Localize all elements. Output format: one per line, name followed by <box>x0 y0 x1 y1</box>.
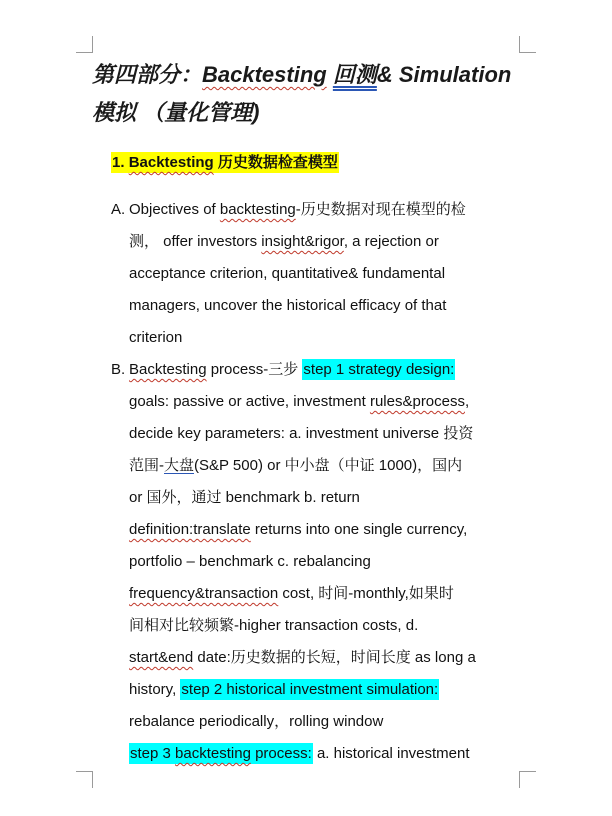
item-b-line-9: 间相对比较频繁-higher transaction costs, d. <box>129 617 419 634</box>
page-corner-bottom-right <box>519 771 536 788</box>
text-run: , a rejection or <box>343 233 439 250</box>
item-b-line-5: or 国外，通过 benchmark b. return <box>129 489 360 506</box>
page-corner-bottom-left <box>76 771 93 788</box>
item-b-line-6 <box>111 514 531 546</box>
text-run: step 3 <box>130 745 176 762</box>
section-number: 1. <box>112 154 125 171</box>
spell-flagged-word: insight&rigor <box>261 233 344 250</box>
spell-flagged-word: Backtesting <box>129 361 207 378</box>
text-run: (S&P 500) or 中小盘（中证 1000)，国内 <box>194 457 463 474</box>
item-a-line-4: managers, uncover the historical efficacy of that <box>129 297 447 314</box>
title-line-2: 模拟 （量化管理) <box>92 100 260 125</box>
text-run: cost, 时间-monthly,如果时 <box>278 585 454 602</box>
list-marker-b: B. <box>111 361 126 378</box>
title-suffix: & Simulation <box>376 62 512 87</box>
item-b-line-3: decide key parameters: a. investment universe 投资 <box>129 425 474 442</box>
page-corner-top-right <box>519 36 536 53</box>
item-b-line-12: rebalance periodically，rolling window <box>129 713 384 730</box>
section-label-cn: 历史数据检查模型 <box>217 154 338 171</box>
item-a-line-3: acceptance criterion, quantitative& fundamental <box>129 265 446 282</box>
document-title <box>92 56 532 132</box>
spell-flagged-word: backtesting <box>175 745 251 762</box>
text-run: date:历史数据的长短，时间长度 as long a <box>193 649 476 666</box>
list-marker-a: A. <box>111 201 126 218</box>
spell-flagged-word: frequency&transaction <box>129 585 279 602</box>
text-run: returns into one single currency, <box>250 521 468 538</box>
item-b-line-10 <box>111 642 531 674</box>
spell-flagged-word: definition:translate <box>129 521 251 538</box>
section-label: Backtesting <box>128 154 214 171</box>
spell-flagged-word: backtesting <box>219 201 296 218</box>
text-run: history, <box>129 681 181 698</box>
item-b-line-1 <box>111 354 531 386</box>
item-b-line-2 <box>111 386 531 418</box>
list-item-a <box>111 194 531 354</box>
item-b-line-7: portfolio – benchmark c. rebalancing <box>129 553 371 570</box>
list-item-b <box>111 354 531 738</box>
title-backtesting-word: Backtesting <box>202 62 327 87</box>
section-heading-1 <box>111 150 339 176</box>
text-run: , <box>465 393 470 410</box>
section-heading-highlight <box>111 152 339 173</box>
item-a-line-2 <box>111 226 531 258</box>
title-hui-word: 回测 <box>332 62 377 87</box>
page-corner-top-left <box>76 36 93 53</box>
text-run: goals: passive or active, investment <box>129 393 370 410</box>
item-b-line-13 <box>129 738 470 770</box>
step-1-highlight: step 1 strategy design: <box>303 361 455 378</box>
text-run: -历史数据对现在模型的检 <box>295 201 466 218</box>
step-3-highlight <box>129 743 313 764</box>
item-b-line-4 <box>111 450 531 482</box>
item-a-line-5: criterion <box>129 329 183 346</box>
item-b-line-11 <box>111 674 531 706</box>
step-2-highlight: step 2 historical investment simulation: <box>181 681 439 698</box>
text-run: 范围- <box>129 457 164 474</box>
spell-flagged-word: rules&process <box>369 393 465 410</box>
title-line-1 <box>92 56 532 94</box>
underlined-word: 大盘 <box>164 457 195 474</box>
text-run: process: <box>250 745 312 762</box>
text-run: Objectives of <box>129 201 220 218</box>
text-run: a. historical investment <box>312 745 470 762</box>
item-a-line-1 <box>111 194 531 226</box>
text-run: 测， offer investors <box>129 233 262 250</box>
title-prefix: 第四部分： <box>92 62 203 87</box>
text-run: process-三步 <box>206 361 303 378</box>
item-b-line-8 <box>111 578 531 610</box>
spell-flagged-word: start&end <box>129 649 194 666</box>
